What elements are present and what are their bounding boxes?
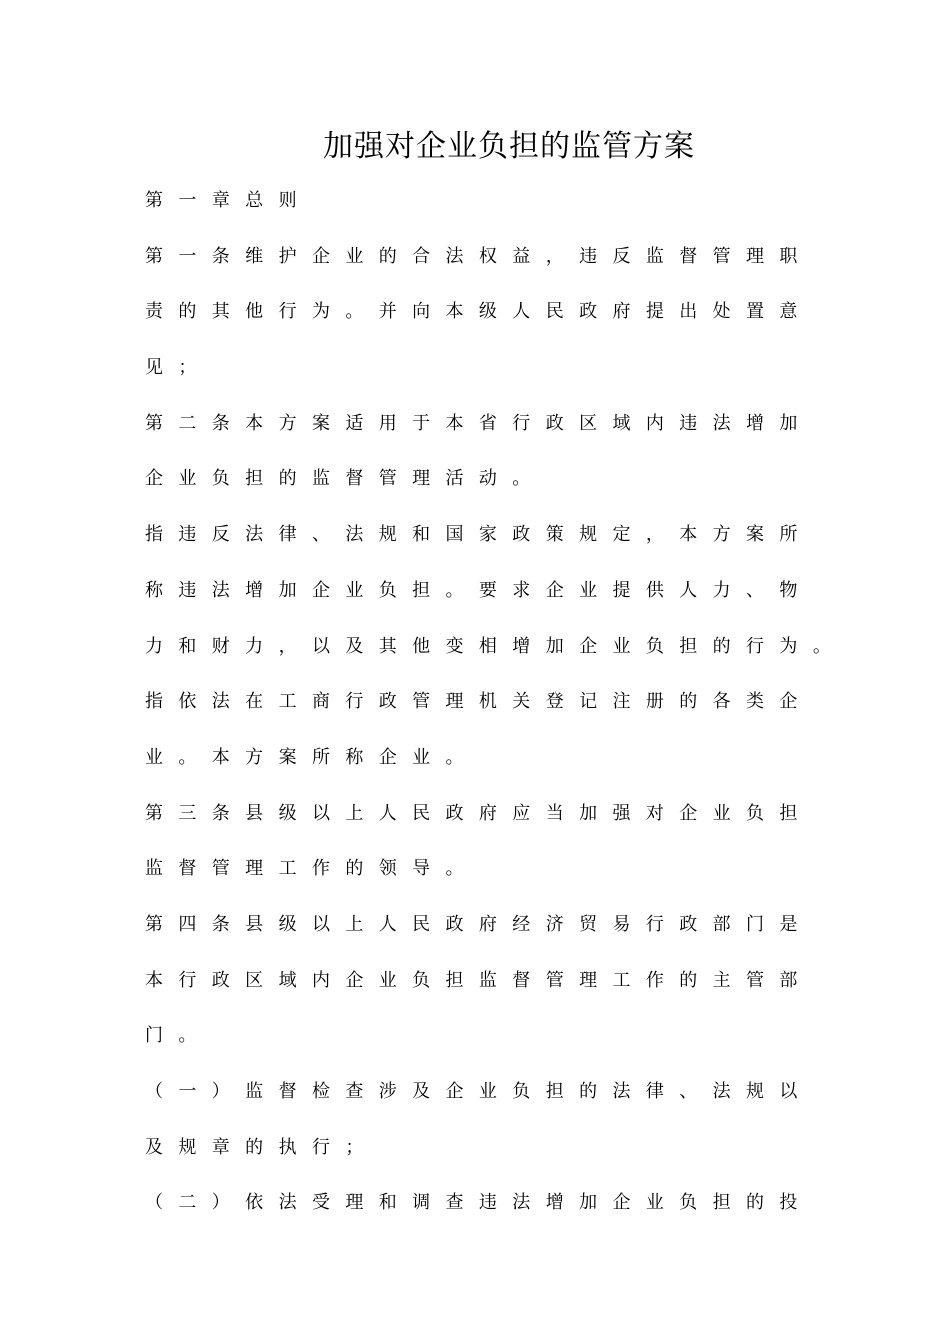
text-line: 指 依 法 在 工 商 行 政 管 理 机 关 登 记 注 册 的 各 类 企 [145, 691, 798, 713]
document-title: 加强对企业负担的监管方案 [323, 129, 695, 164]
text-line: （ 一 ） 监 督 检 查 涉 及 企 业 负 担 的 法 律 、 法 规 以 [145, 1081, 798, 1102]
text-line: 第 二 条 本 方 案 适 用 于 本 省 行 政 区 域 内 违 法 增 加 [145, 412, 798, 434]
text-line: 指 违 反 法 律 、 法 规 和 国 家 政 策 规 定 ， 本 方 案 所 [145, 524, 798, 546]
text-line: 本 行 政 区 域 内 企 业 负 担 监 督 管 理 工 作 的 主 管 部 [145, 969, 798, 991]
text-line: 及 规 章 的 执 行 ； [145, 1136, 364, 1158]
text-line: 见 ； [145, 357, 197, 379]
text-line: 力 和 财 力 ， 以 及 其 他 变 相 增 加 企 业 负 担 的 行 为 。 [145, 635, 831, 657]
text-line: 监 督 管 理 工 作 的 领 导 。 [145, 858, 464, 880]
text-line: 第 一 章 总 则 [145, 190, 297, 211]
text-line: 第 四 条 县 级 以 上 人 民 政 府 经 济 贸 易 行 政 部 门 是 [145, 913, 798, 935]
text-line: 称 违 法 增 加 企 业 负 担 。 要 求 企 业 提 供 人 力 、 物 [145, 579, 798, 601]
text-line: 责 的 其 他 行 为 。 并 向 本 级 人 民 政 府 提 出 处 置 意 [145, 301, 798, 323]
text-line: 第 三 条 县 级 以 上 人 民 政 府 应 当 加 强 对 企 业 负 担 [145, 802, 798, 824]
text-line: 业 。 本 方 案 所 称 企 业 。 [145, 746, 464, 768]
text-line: 第 一 条 维 护 企 业 的 合 法 权 益 ， 违 反 监 督 管 理 职 [145, 245, 798, 267]
text-line: 企 业 负 担 的 监 督 管 理 活 动 。 [145, 468, 531, 490]
text-line: 门 。 [145, 1025, 197, 1047]
document-body [145, 182, 845, 1240]
text-line: （ 二 ） 依 法 受 理 和 调 查 违 法 增 加 企 业 负 担 的 投 [145, 1192, 798, 1214]
